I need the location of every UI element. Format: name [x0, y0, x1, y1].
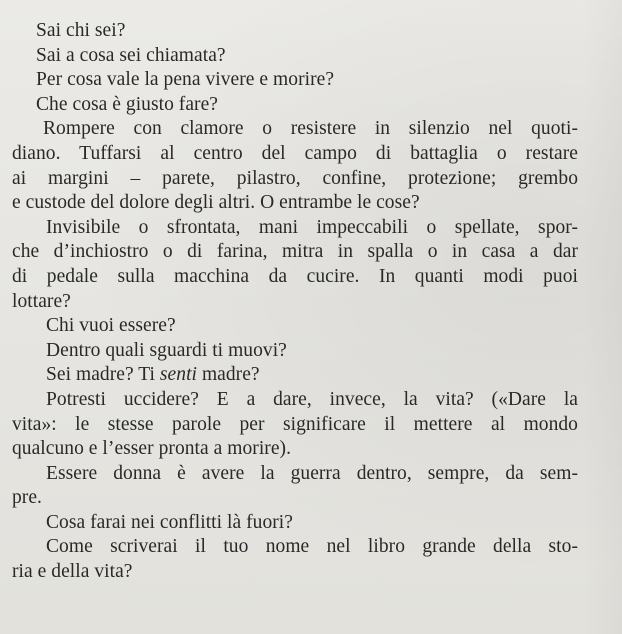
- question-mother-part: madre?: [197, 364, 260, 386]
- question-worth-living: Per cosa vale la pena vivere e morire?: [36, 69, 335, 91]
- paragraph-line: diano. Tuffarsi al centro del campo di battaglia o restare: [12, 142, 578, 164]
- paragraph-line: Come scriverai il tuo nome nel libro grande della sto-: [46, 536, 578, 558]
- book-page-text: [12, 19, 578, 585]
- question-mother: [12, 363, 578, 388]
- page-shadow: [582, 0, 622, 634]
- paragraph-line: pre.: [12, 487, 42, 509]
- question-conflicts: Cosa farai nei conflitti là fuori?: [46, 511, 293, 533]
- paragraph-line: qualcuno e l’esser pronta a morire).: [12, 438, 292, 460]
- question-gazes: Dentro quali sguardi ti muovi?: [46, 339, 287, 361]
- paragraph-line: Rompere con clamore o resistere in silenzio nel quoti-: [43, 118, 578, 140]
- paragraph-line: che d’inchiostro o di farina, mitra in spalla o in casa a dar: [12, 241, 578, 263]
- paragraph-line: e custode del dolore degli altri. O entrambe le cose?: [12, 192, 420, 214]
- paragraph-line: lottare?: [12, 290, 71, 312]
- paragraph-line: Potresti uccidere? E a dare, invece, la vita? («Dare la: [46, 388, 578, 410]
- paragraph-line: di pedale sulla macchina da cucire. In quanti modi puoi: [12, 265, 578, 287]
- question-calling: Sai a cosa sei chiamata?: [36, 44, 226, 66]
- paragraph-line: Essere donna è avere la guerra dentro, sempre, da sem-: [46, 462, 578, 484]
- italic-emphasis: senti: [159, 364, 198, 386]
- paragraph-line: Invisibile o sfrontata, mani impeccabili o spellate, spor-: [46, 216, 578, 238]
- question-who-are-you: Sai chi sei?: [36, 20, 126, 41]
- question-who-to-be: Chi vuoi essere?: [46, 315, 176, 337]
- paragraph-line: ai margini – parete, pilastro, confine, protezione; grembo: [12, 167, 578, 189]
- question-mother-part: Sei madre? Ti: [46, 364, 160, 386]
- paragraph-line: vita»: le stesse parole per significare il mettere al mondo: [12, 413, 578, 435]
- paragraph-line: ria e della vita?: [12, 561, 133, 583]
- question-right-thing: Che cosa è giusto fare?: [36, 93, 218, 115]
